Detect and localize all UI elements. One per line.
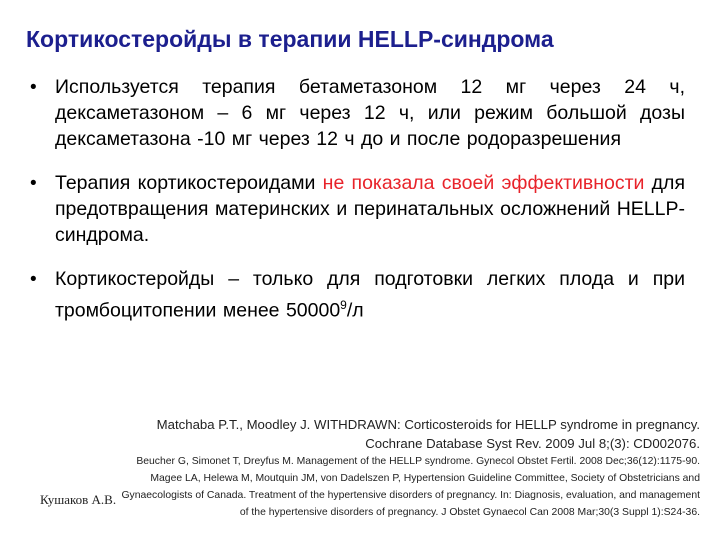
reference-line: Matchaba P.T., Moodley J. WITHDRAWN: Corticosteroids for HELLP syndrome in pregnancy. (156, 417, 700, 432)
superscript: 9 (340, 298, 347, 312)
bullet-dot: • (30, 269, 37, 290)
slide-title: Кортикостеройды в терапии HELLP-синдрома (26, 26, 554, 52)
unit-suffix: /л (346, 299, 364, 322)
reference-line: Cochrane Database Syst Rev. 2009 Jul 8;(3): CD002076. (365, 436, 700, 451)
bullet-item-3 (30, 266, 685, 324)
bullet-text (55, 266, 685, 324)
bullet-item-2 (30, 170, 685, 248)
bullet-text: Используется терапия бетаметазоном 12 мг через 24 ч, дексаметазоном – 6 мг через 12 ч, или режим большой дозы дексаметазона -10 мг через 12 ч до и после родоразрешения (55, 76, 685, 150)
bullet-text-part: Терапия кортикостероидами (55, 172, 323, 194)
bullet-dot: • (30, 173, 37, 194)
main-reference (0, 415, 720, 453)
secondary-references (0, 453, 720, 521)
bullet-list (30, 74, 685, 342)
bullet-text-part: Кортикостеройды – только для подготовки легких плода и при тромбоцитопении менее 50000 (55, 268, 685, 322)
reference-line: of the hypertensive disorders of pregnancy. J Obstet Gynaecol Can 2008 Mar;30(3 Suppl 1):S24-36. (239, 507, 700, 518)
author-name: Кушаков А.В. (40, 492, 117, 507)
bullet-item-1 (30, 74, 685, 152)
bullet-dot: • (30, 77, 37, 98)
reference-line: Magee LA, Helewa M, Moutquin JM, von Dadelszen P, Hypertension Guideline Committee, Society of Obstetricians and (150, 473, 700, 484)
bullet-text-part: для предотвращения материнских и перинатальных осложнений HELLP-синдрома. (55, 172, 685, 246)
bullet-text (55, 170, 685, 248)
highlighted-phrase: не показала своей эффективности (322, 172, 645, 194)
reference-line: Gynaecologists of Canada. Treatment of the hypertensive disorders of pregnancy. In: Diagnosis, evaluation, and management (121, 490, 700, 501)
reference-line: Beucher G, Simonet T, Dreyfus M. Management of the HELLP syndrome. Gynecol Obstet Fertil. 2008 Dec;36(12):1175-90. (136, 456, 700, 467)
